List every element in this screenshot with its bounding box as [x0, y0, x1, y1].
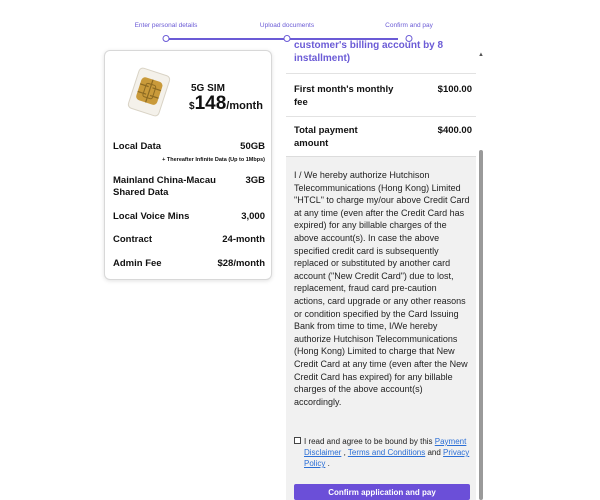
terms-and-conditions-link[interactable]: Terms and Conditions: [347, 448, 426, 457]
plan-price-amount: 148: [194, 93, 227, 114]
plan-price: [189, 93, 263, 115]
total-payment-value: $400.00: [437, 125, 472, 136]
privacy-policy-link[interactable]: Privacy Policy: [304, 448, 470, 468]
spec-label: Admin Fee: [113, 258, 162, 269]
plan-price-period: /month: [226, 100, 263, 112]
agreement-suffix: .: [325, 459, 330, 468]
total-payment-label: Total payment amount: [294, 125, 358, 149]
agreement-separator: ,: [341, 448, 348, 457]
first-month-fee-value: $100.00: [437, 84, 472, 95]
spec-label: Local Data: [113, 141, 162, 152]
scrollbar-thumb[interactable]: [479, 150, 483, 500]
installment-note: customer's billing account by 8 installment): [294, 40, 444, 64]
agree-checkbox[interactable]: [294, 437, 301, 444]
spec-value: 24-month: [222, 234, 265, 245]
scroll-up-arrow-icon[interactable]: ▲: [478, 52, 484, 58]
plan-name: 5G SIM: [191, 83, 225, 94]
spec-value: 3GB: [245, 175, 265, 186]
step-dot-personal: [163, 35, 170, 42]
divider: [286, 116, 476, 117]
plan-card: [104, 50, 272, 280]
spec-value: 50GB: [240, 141, 265, 152]
sim-card-icon: [123, 65, 175, 119]
step-label-upload: Upload documents: [259, 22, 315, 29]
step-label-confirm: Confirm and pay: [385, 22, 433, 29]
spec-value: $28/month: [217, 258, 265, 269]
spec-label: Local Voice Mins: [113, 211, 190, 222]
agreement-text: [304, 436, 472, 469]
first-month-fee-label: First month's monthly fee: [294, 84, 394, 108]
spec-label: Mainland China-Macau Shared Data: [113, 175, 216, 198]
data-note: + Thereafter Infinite Data (Up to 1Mbps): [162, 157, 265, 163]
agreement-prefix: I read and agree to be bound by this: [304, 437, 435, 446]
payment-summary-panel: [286, 40, 484, 500]
agreement-and: and: [425, 448, 444, 457]
confirm-and-pay-button[interactable]: Confirm application and pay: [294, 484, 470, 500]
plan-price-currency: $: [189, 101, 195, 112]
authorization-terms-text: I / We hereby authorize Hutchison Telecommunications (Hong Kong) Limited "HTCL" to charge my/our above Credit Card at any time (even after the Credit Card has expired) for any billable charges of the above account(s). In case the above specified credit card is subsequently replaced or substituted by another card account ("New Credit Card") due to lost, replacement, fraud card pre-caution actions, card upgrade or any other reasons or condition specified by the Card Issuing Bank from time to time, I/We hereby authorize Hutchison Telecommunications (Hong Kong) Limited to charge that New Credit Card at any time (even after the New Credit Card has expired) for any billable charges of the above account(s) accordingly.: [294, 170, 470, 407]
spec-value: 3,000: [241, 211, 265, 222]
divider: [286, 73, 476, 74]
spec-label: Contract: [113, 234, 153, 245]
step-label-personal: Enter personal details: [134, 22, 198, 29]
payment-disclaimer-link[interactable]: Payment Disclaimer: [304, 437, 467, 457]
